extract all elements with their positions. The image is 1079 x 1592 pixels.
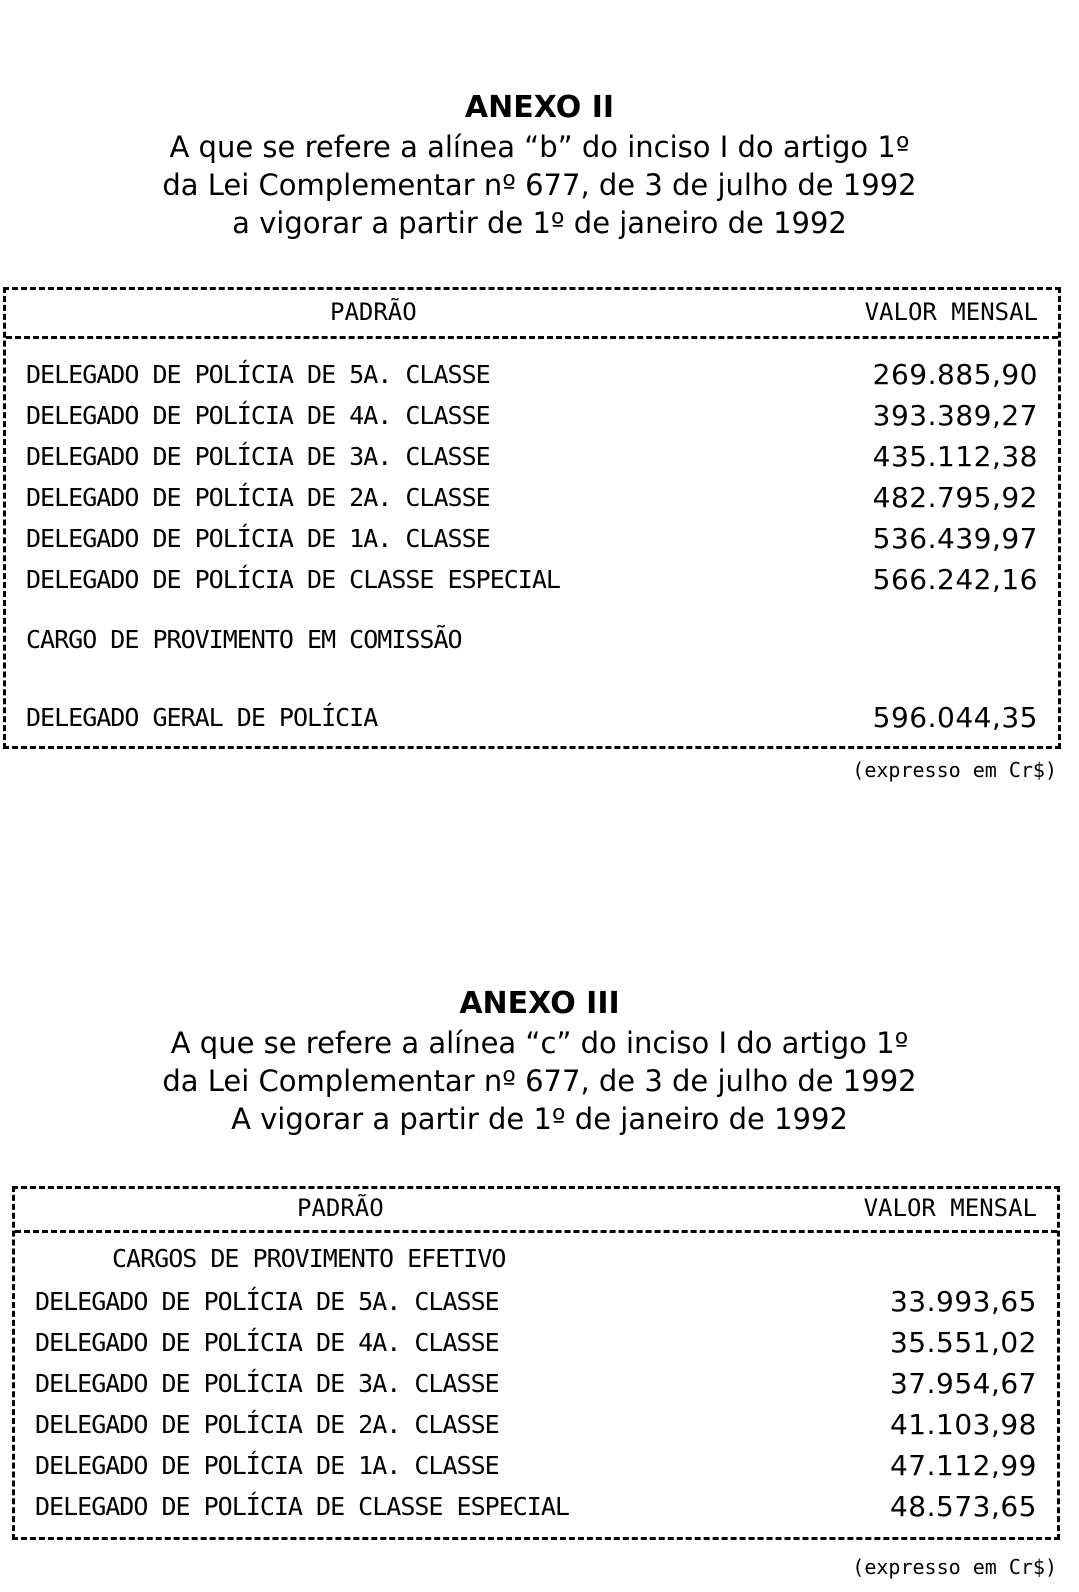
row-label: DELEGADO DE POLÍCIA DE 4A. CLASSE xyxy=(26,401,490,430)
table-row xyxy=(6,355,1058,395)
anexo3-title: ANEXO III xyxy=(459,986,620,1021)
row-label: DELEGADO DE POLÍCIA DE 1A. CLASSE xyxy=(26,524,490,553)
table-row xyxy=(15,1364,1057,1404)
anexo3-subtitle-line-2: da Lei Complementar nº 677, de 3 de julho de 1992 xyxy=(162,1064,917,1098)
anexo2-col-valor-mensal: VALOR MENSAL xyxy=(864,298,1038,326)
row-value: 37.954,67 xyxy=(889,1367,1037,1400)
row-label: DELEGADO DE POLÍCIA DE 5A. CLASSE xyxy=(26,360,490,389)
anexo2-subtitle-line-1: A que se refere a alínea “b” do inciso I do artigo 1º xyxy=(169,130,910,164)
row-label: DELEGADO DE POLÍCIA DE 2A. CLASSE xyxy=(35,1410,499,1439)
table-row xyxy=(15,1282,1057,1322)
table-row xyxy=(6,478,1058,518)
anexo3-currency-note: (expresso em Cr$) xyxy=(852,1555,1057,1579)
anexo2-currency-note: (expresso em Cr$) xyxy=(852,758,1057,782)
anexo3-subtitle-line-3: A vigorar a partir de 1º de janeiro de 1992 xyxy=(231,1102,848,1136)
section-label-row xyxy=(6,620,1058,660)
row-label: DELEGADO DE POLÍCIA DE 5A. CLASSE xyxy=(35,1287,499,1316)
table-row xyxy=(6,437,1058,477)
anexo2-subtitle-line-2: da Lei Complementar nº 677, de 3 de julho de 1992 xyxy=(162,168,917,202)
anexo3-subtitle-line-1: A que se refere a alínea “c” do inciso I do artigo 1º xyxy=(170,1026,909,1060)
row-value: 35.551,02 xyxy=(889,1326,1037,1359)
table-row xyxy=(15,1405,1057,1445)
row-label: DELEGADO DE POLÍCIA DE CLASSE ESPECIAL xyxy=(35,1492,569,1521)
table-row xyxy=(15,1323,1057,1363)
anexo2-subtitle-line-3: a vigorar a partir de 1º de janeiro de 1992 xyxy=(232,206,847,240)
row-value: 33.993,65 xyxy=(889,1285,1037,1318)
section-label-row xyxy=(15,1239,1057,1279)
row-label: DELEGADO DE POLÍCIA DE 3A. CLASSE xyxy=(26,442,490,471)
row-label: DELEGADO DE POLÍCIA DE 4A. CLASSE xyxy=(35,1328,499,1357)
table-row xyxy=(6,396,1058,436)
anexo3-col-padrao: PADRÃO xyxy=(297,1194,384,1222)
row-value: 566.242,16 xyxy=(872,563,1038,596)
row-label: DELEGADO DE POLÍCIA DE 2A. CLASSE xyxy=(26,483,490,512)
row-label: DELEGADO GERAL DE POLÍCIA xyxy=(26,703,378,732)
table-row xyxy=(15,1446,1057,1486)
anexo3-table xyxy=(12,1186,1060,1540)
anexo2-title: ANEXO II xyxy=(464,90,615,125)
row-value: 435.112,38 xyxy=(872,440,1038,473)
table-row xyxy=(6,519,1058,559)
row-value: 269.885,90 xyxy=(872,358,1038,391)
anexo3-table-header xyxy=(15,1189,1057,1233)
row-value: 596.044,35 xyxy=(872,701,1038,734)
row-value: 482.795,92 xyxy=(872,481,1038,514)
section-label: CARGOS DE PROVIMENTO EFETIVO xyxy=(112,1244,506,1273)
table-row xyxy=(6,560,1058,600)
row-value: 47.112,99 xyxy=(889,1449,1037,1482)
anexo2-table xyxy=(3,287,1061,749)
row-value: 41.103,98 xyxy=(889,1408,1037,1441)
row-value: 48.573,65 xyxy=(889,1490,1037,1523)
row-value: 536.439,97 xyxy=(872,522,1038,555)
anexo3-col-valor-mensal: VALOR MENSAL xyxy=(863,1194,1037,1222)
table-row xyxy=(6,698,1058,738)
table-row xyxy=(15,1487,1057,1527)
anexo2-col-padrao: PADRÃO xyxy=(330,298,417,326)
row-label: DELEGADO DE POLÍCIA DE 1A. CLASSE xyxy=(35,1451,499,1480)
anexo3-heading xyxy=(0,984,1079,1138)
section-label: CARGO DE PROVIMENTO EM COMISSÃO xyxy=(26,625,462,654)
row-value: 393.389,27 xyxy=(872,399,1038,432)
row-label: DELEGADO DE POLÍCIA DE 3A. CLASSE xyxy=(35,1369,499,1398)
row-label: DELEGADO DE POLÍCIA DE CLASSE ESPECIAL xyxy=(26,565,560,594)
anexo2-table-header xyxy=(6,290,1058,339)
anexo2-heading xyxy=(0,88,1079,242)
